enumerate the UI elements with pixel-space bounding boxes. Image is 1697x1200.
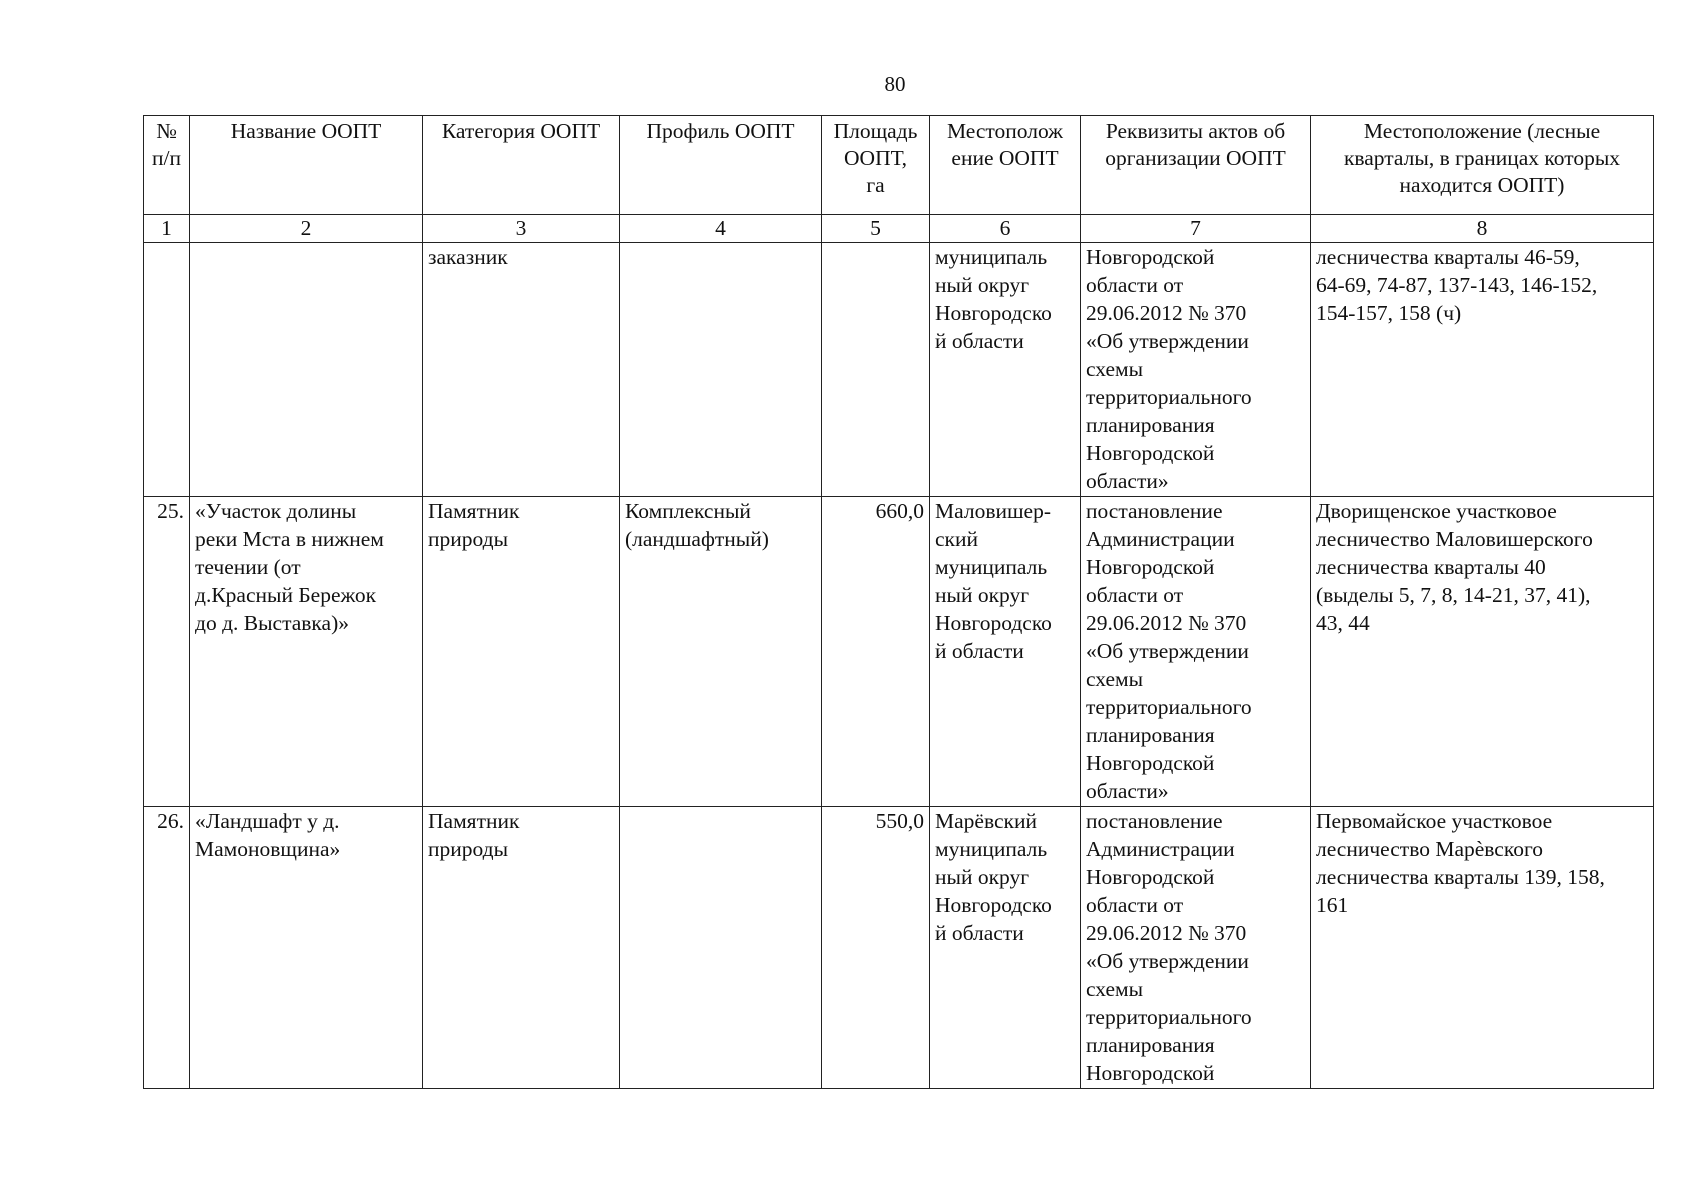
cell-line: «Об утверждении: [1086, 949, 1249, 973]
cell-line: лесничества кварталы 46-59,: [1316, 245, 1580, 269]
oopt-acts: [1081, 807, 1311, 1089]
cell-line: Новгородской: [1086, 751, 1215, 775]
cell-line: схемы: [1086, 977, 1144, 1001]
cell-line: области»: [1086, 779, 1169, 803]
oopt-name: [190, 243, 423, 497]
header-name: [190, 116, 423, 215]
oopt-location: [930, 807, 1081, 1089]
cell-line: й области: [935, 921, 1024, 945]
oopt-location: [930, 497, 1081, 807]
cell-line: 25.: [157, 499, 184, 523]
oopt-acts: [1081, 243, 1311, 497]
oopt-forest-quarters: [1311, 807, 1654, 1089]
cell-line: «Об утверждении: [1086, 329, 1249, 353]
column-number: 1: [144, 215, 190, 243]
cell-line: Площадь: [833, 119, 918, 143]
cell-line: схемы: [1086, 357, 1144, 381]
cell-line: (ландшафтный): [625, 527, 769, 551]
cell-line: схемы: [1086, 667, 1144, 691]
column-number: 5: [822, 215, 930, 243]
header-row: [144, 116, 1654, 215]
cell-line: Администрации: [1086, 527, 1235, 551]
cell-line: д.Красный Бережок: [195, 583, 377, 607]
cell-line: природы: [428, 837, 509, 861]
oopt-category: [423, 497, 620, 807]
row-number: [144, 497, 190, 807]
header-forest: [1311, 116, 1654, 215]
cell-line: ный округ: [935, 273, 1030, 297]
cell-line: 660,0: [875, 499, 924, 523]
cell-line: лесничество Марѐвского: [1316, 837, 1543, 861]
cell-line: №: [156, 119, 177, 143]
cell-line: Памятник: [428, 499, 520, 523]
cell-line: Новгородской: [1086, 441, 1215, 465]
cell-line: 64-69, 74-87, 137-143, 146-152,: [1316, 273, 1598, 297]
column-number: 3: [423, 215, 620, 243]
cell-line: Местоположение (лесные: [1363, 119, 1601, 143]
cell-line: Новгородской: [1086, 555, 1215, 579]
cell-line: Местополож: [946, 119, 1064, 143]
oopt-area: [822, 807, 930, 1089]
cell-line: 29.06.2012 № 370: [1086, 921, 1247, 945]
cell-line: Маловишер-: [935, 499, 1051, 523]
oopt-forest-quarters: [1311, 243, 1654, 497]
cell-line: Профиль ООПТ: [646, 119, 795, 143]
cell-line: 43, 44: [1316, 611, 1370, 635]
cell-line: «Участок долины: [195, 499, 357, 523]
cell-line: Реквизиты актов об: [1105, 119, 1286, 143]
cell-line: Новгородской: [1086, 245, 1215, 269]
cell-line: до д. Выставка)»: [195, 611, 350, 635]
cell-line: Марёвский: [935, 809, 1037, 833]
header-category: [423, 116, 620, 215]
cell-line: Новгородско: [935, 611, 1052, 635]
column-number: 6: [930, 215, 1081, 243]
cell-line: ООПТ,: [844, 146, 907, 170]
cell-line: 550,0: [875, 809, 924, 833]
cell-line: планирования: [1086, 413, 1215, 437]
cell-line: й области: [935, 639, 1024, 663]
cell-line: находится ООПТ): [1399, 173, 1565, 197]
cell-line: территориального: [1086, 695, 1252, 719]
cell-line: планирования: [1086, 723, 1215, 747]
cell-line: области от: [1086, 583, 1184, 607]
oopt-location: [930, 243, 1081, 497]
cell-line: ный округ: [935, 865, 1030, 889]
oopt-table: [143, 115, 1654, 1089]
cell-line: Комплексный: [625, 499, 751, 523]
cell-line: 154-157, 158 (ч): [1316, 301, 1462, 325]
cell-line: природы: [428, 527, 509, 551]
cell-line: постановление: [1086, 499, 1223, 523]
cell-line: Мамоновщина»: [195, 837, 341, 861]
cell-line: Новгородско: [935, 301, 1052, 325]
header-acts: [1081, 116, 1311, 215]
cell-line: планирования: [1086, 1033, 1215, 1057]
oopt-profile: [620, 243, 822, 497]
cell-line: заказник: [428, 245, 508, 269]
page-number: 80: [884, 72, 906, 96]
cell-line: области от: [1086, 273, 1184, 297]
cell-line: постановление: [1086, 809, 1223, 833]
cell-line: реки Мста в нижнем: [195, 527, 384, 551]
cell-line: муниципаль: [935, 245, 1048, 269]
cell-line: области от: [1086, 893, 1184, 917]
cell-line: 29.06.2012 № 370: [1086, 611, 1247, 635]
header-location: [930, 116, 1081, 215]
cell-line: 29.06.2012 № 370: [1086, 301, 1247, 325]
cell-line: га: [866, 173, 885, 197]
oopt-name: [190, 497, 423, 807]
cell-line: Дворищенское участковое: [1316, 499, 1557, 523]
cell-line: лесничества кварталы 40: [1316, 555, 1546, 579]
oopt-profile: [620, 807, 822, 1089]
cell-line: Администрации: [1086, 837, 1235, 861]
cell-line: Новгородско: [935, 893, 1052, 917]
header-profile: [620, 116, 822, 215]
cell-line: территориального: [1086, 385, 1252, 409]
oopt-forest-quarters: [1311, 497, 1654, 807]
cell-line: ный округ: [935, 583, 1030, 607]
table-row: [144, 243, 1654, 497]
cell-line: «Ландшафт у д.: [195, 809, 340, 833]
cell-line: Название ООПТ: [230, 119, 382, 143]
cell-line: «Об утверждении: [1086, 639, 1249, 663]
header-area: [822, 116, 930, 215]
cell-line: лесничество Маловишерского: [1316, 527, 1593, 551]
header-num: [144, 116, 190, 215]
column-number: 8: [1311, 215, 1654, 243]
cell-line: области»: [1086, 469, 1169, 493]
oopt-profile: [620, 497, 822, 807]
cell-line: (выделы 5, 7, 8, 14-21, 37, 41),: [1316, 583, 1591, 607]
cell-line: Новгородской: [1086, 1061, 1215, 1085]
cell-line: Новгородской: [1086, 865, 1215, 889]
cell-line: Первомайское участковое: [1316, 809, 1553, 833]
oopt-name: [190, 807, 423, 1089]
cell-line: муниципаль: [935, 837, 1048, 861]
oopt-area: [822, 497, 930, 807]
table-row: [144, 497, 1654, 807]
cell-line: Категория ООПТ: [441, 119, 601, 143]
cell-line: й области: [935, 329, 1024, 353]
cell-line: ение ООПТ: [951, 146, 1059, 170]
cell-line: лесничества кварталы 139, 158,: [1316, 865, 1605, 889]
cell-line: муниципаль: [935, 555, 1048, 579]
cell-line: ский: [935, 527, 978, 551]
column-number-row: [144, 215, 1654, 243]
oopt-acts: [1081, 497, 1311, 807]
column-number: 2: [190, 215, 423, 243]
cell-line: организации ООПТ: [1105, 146, 1286, 170]
oopt-area: [822, 243, 930, 497]
oopt-category: [423, 243, 620, 497]
cell-line: Памятник: [428, 809, 520, 833]
cell-line: п/п: [152, 146, 181, 170]
cell-line: 26.: [157, 809, 184, 833]
cell-line: территориального: [1086, 1005, 1252, 1029]
oopt-category: [423, 807, 620, 1089]
row-number: [144, 243, 190, 497]
cell-line: течении (от: [195, 555, 301, 579]
table-row: [144, 807, 1654, 1089]
cell-line: 161: [1316, 893, 1349, 917]
column-number: 4: [620, 215, 822, 243]
column-number: 7: [1081, 215, 1311, 243]
row-number: [144, 807, 190, 1089]
cell-line: кварталы, в границах которых: [1343, 146, 1621, 170]
